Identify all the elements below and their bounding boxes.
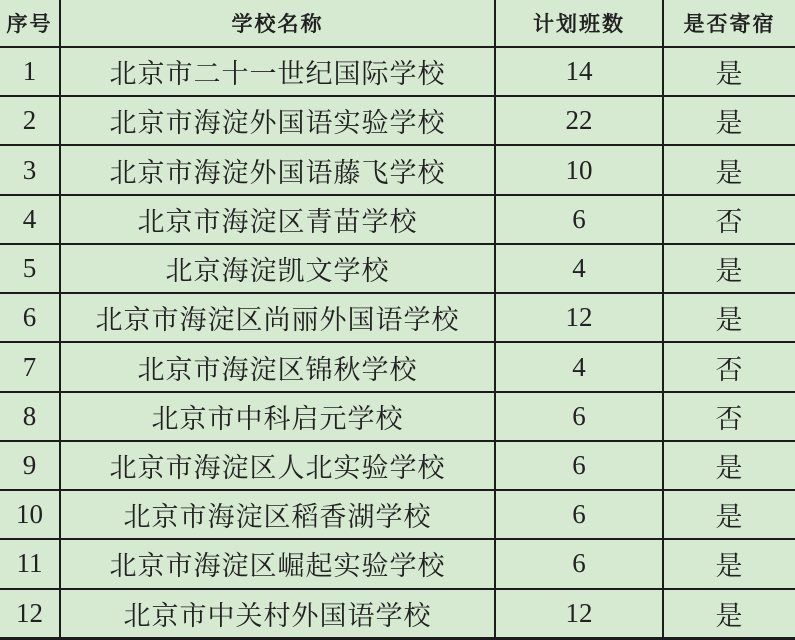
cell-name: 北京海淀凯文学校	[60, 244, 495, 293]
cell-name: 北京市海淀区人北实验学校	[60, 441, 495, 490]
cell-boarding: 是	[663, 589, 795, 639]
cell-boarding: 是	[663, 293, 795, 342]
header-row	[0, 0, 795, 47]
cell-boarding: 是	[663, 441, 795, 490]
cell-name: 北京市海淀外国语实验学校	[60, 96, 495, 145]
cell-boarding: 是	[663, 47, 795, 96]
cell-index: 3	[0, 145, 60, 194]
cell-boarding: 否	[663, 195, 795, 244]
cell-classes: 22	[495, 96, 663, 145]
cell-classes: 6	[495, 490, 663, 539]
cell-classes: 12	[495, 293, 663, 342]
cell-classes: 6	[495, 195, 663, 244]
table-row	[0, 96, 795, 145]
cell-index: 4	[0, 195, 60, 244]
cell-boarding: 否	[663, 342, 795, 391]
cell-name: 北京市中科启元学校	[60, 392, 495, 441]
cell-name: 北京市海淀区崛起实验学校	[60, 539, 495, 588]
cell-index: 12	[0, 589, 60, 639]
header-boarding: 是否寄宿	[663, 0, 795, 47]
table-row	[0, 145, 795, 194]
table-row	[0, 293, 795, 342]
cell-classes: 6	[495, 539, 663, 588]
cell-index: 7	[0, 342, 60, 391]
cell-index: 10	[0, 490, 60, 539]
cell-classes: 4	[495, 244, 663, 293]
table-row	[0, 392, 795, 441]
cell-index: 6	[0, 293, 60, 342]
cell-index: 8	[0, 392, 60, 441]
cell-index: 11	[0, 539, 60, 588]
cell-index: 2	[0, 96, 60, 145]
cell-boarding: 是	[663, 145, 795, 194]
table-row	[0, 490, 795, 539]
cell-boarding: 是	[663, 490, 795, 539]
cell-name: 北京市二十一世纪国际学校	[60, 47, 495, 96]
cell-boarding: 否	[663, 392, 795, 441]
cell-classes: 10	[495, 145, 663, 194]
cell-name: 北京市海淀外国语藤飞学校	[60, 145, 495, 194]
cell-boarding: 是	[663, 539, 795, 588]
cell-index: 5	[0, 244, 60, 293]
cell-boarding: 是	[663, 96, 795, 145]
cell-classes: 12	[495, 589, 663, 639]
table-row	[0, 47, 795, 96]
cell-classes: 6	[495, 441, 663, 490]
table-row	[0, 589, 795, 639]
table-body	[0, 47, 795, 639]
cell-index: 1	[0, 47, 60, 96]
table-row	[0, 342, 795, 391]
table-header	[0, 0, 795, 47]
cell-classes: 6	[495, 392, 663, 441]
table-row	[0, 195, 795, 244]
cell-name: 北京市中关村外国语学校	[60, 589, 495, 639]
cell-name: 北京市海淀区青苗学校	[60, 195, 495, 244]
header-classes: 计划班数	[495, 0, 663, 47]
header-index: 序号	[0, 0, 60, 47]
cell-index: 9	[0, 441, 60, 490]
cell-classes: 4	[495, 342, 663, 391]
table-row	[0, 244, 795, 293]
header-name: 学校名称	[60, 0, 495, 47]
cell-name: 北京市海淀区稻香湖学校	[60, 490, 495, 539]
cell-name: 北京市海淀区尚丽外国语学校	[60, 293, 495, 342]
cell-name: 北京市海淀区锦秋学校	[60, 342, 495, 391]
cell-boarding: 是	[663, 244, 795, 293]
table-row	[0, 441, 795, 490]
table-row	[0, 539, 795, 588]
cell-classes: 14	[495, 47, 663, 96]
